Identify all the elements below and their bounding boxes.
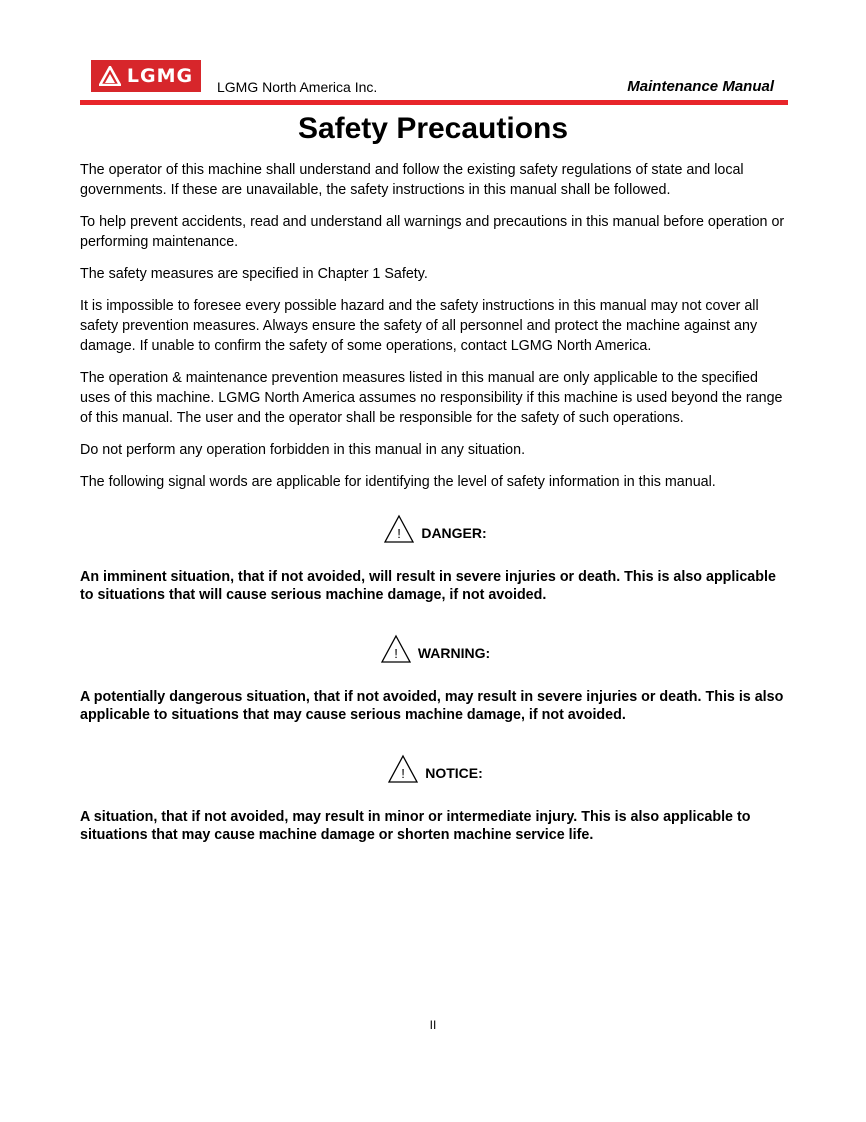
logo-text: LGMG [126, 64, 194, 87]
signal-danger [80, 512, 790, 604]
header-rule [80, 100, 788, 105]
signal-notice [80, 752, 790, 844]
warning-triangle-icon [383, 514, 415, 544]
warning-triangle-icon [380, 634, 412, 664]
signal-warning [80, 632, 790, 724]
paragraph: The operation & maintenance prevention measures listed in this manual are only applicable to the specified uses of this machine. LGMG North America assumes no responsibility if this machine is used beyond the range of this manual. The user and the operator shall be responsible for the safety of such operations. [80, 370, 783, 426]
signal-heading [80, 632, 790, 666]
logo-triangle-icon [99, 66, 121, 86]
svg-text:!: ! [394, 646, 398, 661]
signal-label: DANGER: [421, 525, 487, 541]
paragraph: The following signal words are applicable for identifying the level of safety information in this manual. [80, 474, 716, 490]
paragraph: Do not perform any operation forbidden in this manual in any situation. [80, 442, 526, 458]
company-name: LGMG North America Inc. [217, 79, 378, 95]
paragraph: The safety measures are specified in Chapter 1 Safety. [80, 266, 428, 282]
signal-description: An imminent situation, that if not avoided, will result in severe injuries or death. This is also applicable to situations that will cause serious machine damage, if not avoided. [80, 569, 776, 603]
signal-heading [80, 752, 790, 786]
signal-description: A situation, that if not avoided, may result in minor or intermediate injury. This is also applicable to situations that may cause machine damage or shorten machine service life. [80, 809, 751, 843]
page-number: II [429, 1018, 437, 1032]
signal-label: WARNING: [417, 645, 491, 661]
paragraph: It is impossible to foresee every possible hazard and the safety instructions in this manual may not cover all safety prevention measures. Always ensure the safety of all personnel and protect the machine against any damage. If unable to confirm the safety of some operations, contact LGMG North America. [80, 298, 759, 354]
paragraph: To help prevent accidents, read and understand all warnings and precautions in this manual before operation or performing maintenance. [80, 214, 785, 250]
lgmg-logo [91, 60, 201, 92]
page-header [80, 60, 788, 106]
signal-description: A potentially dangerous situation, that if not avoided, may result in severe injuries or death. This is also applicable to situations that may cause serious machine damage, if not avoided. [80, 689, 784, 723]
body-text [80, 160, 790, 844]
manual-title: Maintenance Manual [627, 78, 774, 95]
signal-label: NOTICE: [425, 765, 483, 781]
page-title: Safety Precautions [297, 112, 569, 145]
paragraph: The operator of this machine shall understand and follow the existing safety regulations of state and local governments. If these are unavailable, the safety instructions in this manual shall be followed. [80, 162, 744, 198]
warning-triangle-icon [387, 754, 419, 784]
svg-text:!: ! [401, 766, 406, 781]
signal-heading [80, 512, 790, 546]
svg-text:!: ! [397, 526, 402, 541]
